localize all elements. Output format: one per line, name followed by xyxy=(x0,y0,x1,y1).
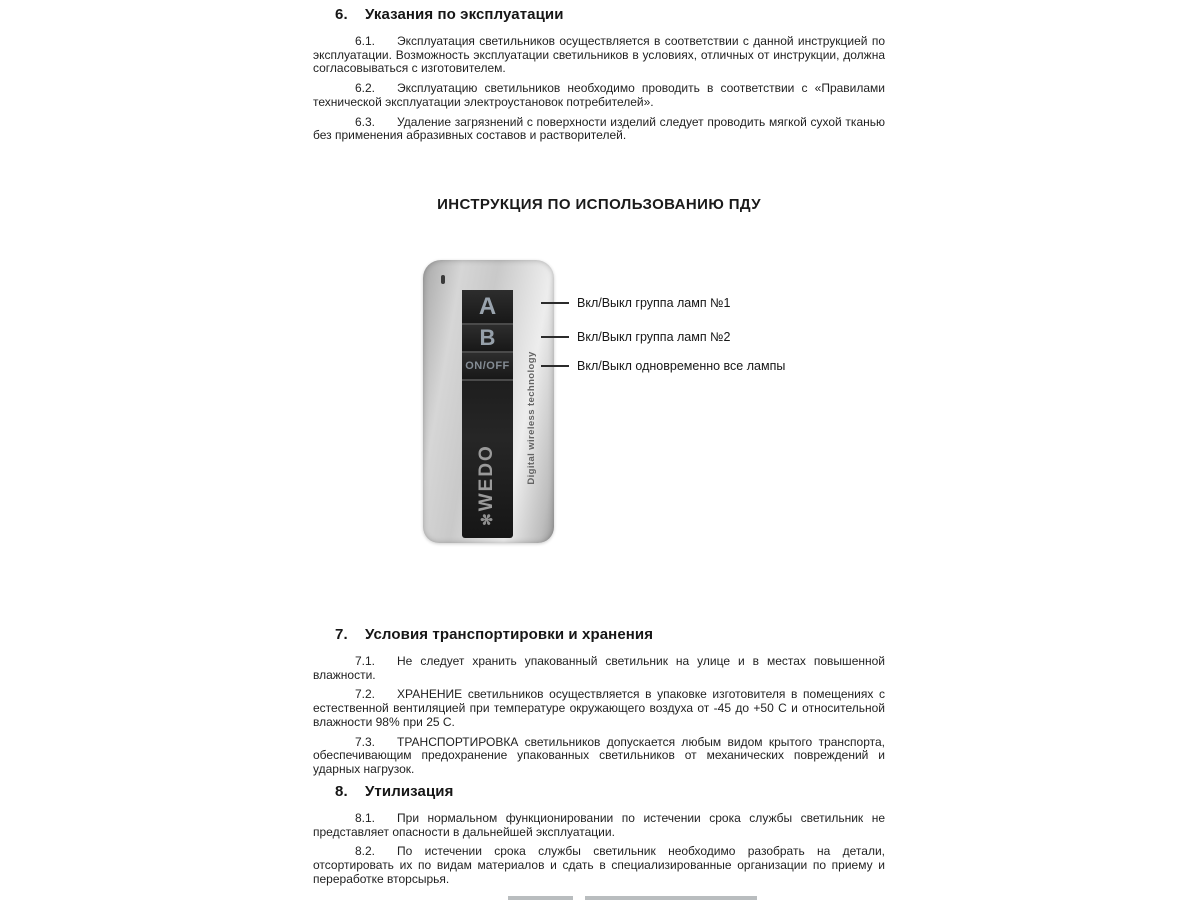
paragraph-text: По истечении срока службы светильник необходимо разобрать на детали, отсортировать их по видам материалов и сдать в специализированные организации по приему и переработке вторсырья. xyxy=(313,844,885,886)
remote-button-onoff: ON/OFF xyxy=(462,353,513,381)
callout-line xyxy=(541,336,569,338)
section-6-heading xyxy=(313,6,885,23)
paragraph-number: 6.1. xyxy=(355,34,376,48)
page-bottom-partial-bar xyxy=(585,896,757,900)
remote-control-figure xyxy=(423,258,803,550)
remote-control-image xyxy=(423,260,554,543)
callout-label-group1: Вкл/Выкл группа ламп №1 xyxy=(577,296,731,310)
paragraph-number: 7.1. xyxy=(355,654,376,668)
callout-group-2 xyxy=(541,329,730,345)
remote-button-a: A xyxy=(462,290,513,325)
callout-label-group2: Вкл/Выкл группа ламп №2 xyxy=(577,330,731,344)
paragraph-6-2 xyxy=(313,82,885,109)
section-7-heading xyxy=(313,626,885,643)
section-title: Указания по эксплуатации xyxy=(365,6,564,23)
paragraph-number: 8.2. xyxy=(355,844,376,859)
callout-line xyxy=(541,302,569,304)
paragraph-text: Не следует хранить упакованный светильник на улице и в местах повышенной влажности. xyxy=(313,654,885,682)
callout-label-all-lamps: Вкл/Выкл одновременно все лампы xyxy=(577,359,786,373)
paragraph-text: Удаление загрязнений с поверхности изделий следует проводить мягкой сухой тканью без применения абразивных составов и растворителей. xyxy=(313,114,885,143)
pdu-instruction-heading: ИНСТРУКЦИЯ ПО ИСПОЛЬЗОВАНИЮ ПДУ xyxy=(437,196,761,213)
section-number: 8. xyxy=(335,783,348,800)
paragraph-7-3 xyxy=(313,736,885,777)
page-bottom-partial-bar xyxy=(508,896,573,900)
paragraph-number: 6.3. xyxy=(355,114,376,129)
wedo-brand-logo xyxy=(476,425,500,545)
paragraph-text: ТРАНСПОРТИРОВКА светильников допускается любым видом крытого транспорта, обеспечивающим предохранение упакованных светильников от механических повреждений и ударных нагрузок. xyxy=(313,734,885,776)
section-6 xyxy=(313,6,885,149)
paragraph-text: Эксплуатация светильников осуществляется в соответствии с данной инструкцией по эксплуатации. Возможность эксплуатации светильников в условиях, отличных от инструкции, должна согласовываться с изготовителем. xyxy=(313,34,885,76)
wedo-brand-text: WEDO xyxy=(476,444,497,512)
remote-button-panel xyxy=(462,290,513,538)
callout-line xyxy=(541,365,569,367)
section-8 xyxy=(313,783,885,893)
paragraph-6-1 xyxy=(313,35,885,76)
paragraph-6-3 xyxy=(313,116,885,143)
section-number: 6. xyxy=(335,6,348,23)
paragraph-7-2 xyxy=(313,688,885,729)
remote-led-indicator xyxy=(441,275,445,284)
paragraph-text: При нормальном функционировании по истечении срока службы светильник не представляет опасности в дальнейшей эксплуатации. xyxy=(313,811,885,839)
paragraph-8-2 xyxy=(313,845,885,886)
callout-group-1 xyxy=(541,295,730,311)
wedo-swirl-icon xyxy=(479,511,496,526)
paragraph-text: Эксплуатацию светильников необходимо проводить в соответствии с «Правилами технической эксплуатации электроустановок потребителей». xyxy=(313,81,885,109)
remote-button-b: B xyxy=(462,325,513,353)
paragraph-8-1 xyxy=(313,812,885,839)
section-8-heading xyxy=(313,783,885,800)
section-title: Условия транспортировки и хранения xyxy=(365,626,654,643)
section-7 xyxy=(313,626,885,783)
paragraph-number: 8.1. xyxy=(355,811,376,825)
remote-tagline-text: Digital wireless technology xyxy=(526,351,537,485)
section-title: Утилизация xyxy=(365,783,454,800)
callout-group-3 xyxy=(541,358,785,374)
paragraph-number: 6.2. xyxy=(355,81,376,96)
paragraph-number: 7.2. xyxy=(355,687,376,702)
paragraph-text: ХРАНЕНИЕ светильников осуществляется в упаковке изготовителя в помещениях с естественной вентиляцией при температуре окружающего воздуха от -45 до +50 С и относительной влажности 98% при 25 С. xyxy=(313,687,885,729)
paragraph-number: 7.3. xyxy=(355,734,376,749)
section-number: 7. xyxy=(335,626,348,643)
paragraph-7-1 xyxy=(313,655,885,682)
